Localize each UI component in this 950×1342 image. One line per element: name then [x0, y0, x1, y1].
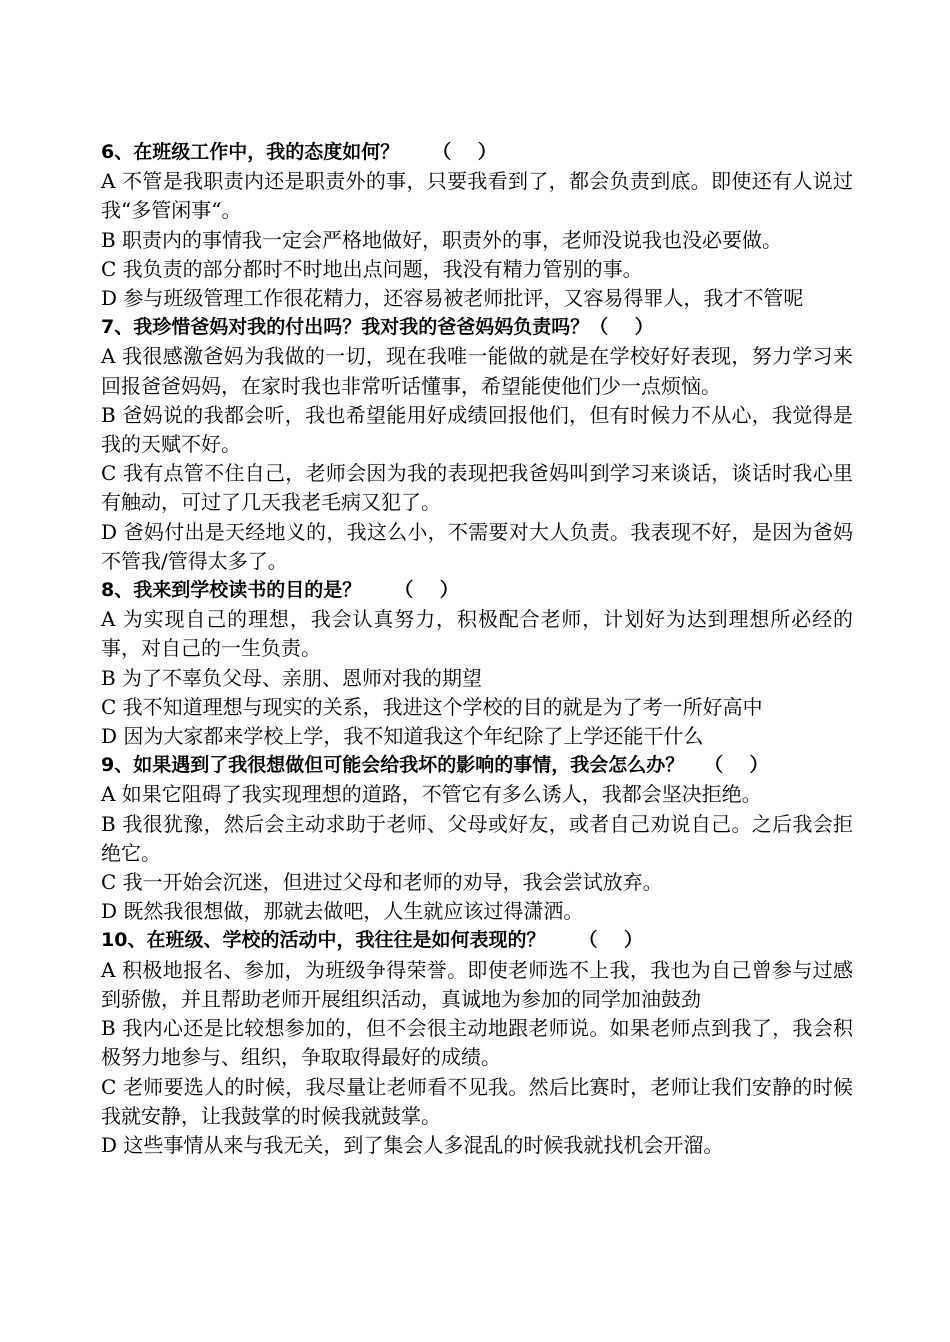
option-d: D 这些事情从来与我无关，到了集会人多混乱的时候我就找机会开溜。: [101, 1132, 724, 1157]
option-b: B 为了不辜负父母、亲朋、恩师对我的期望: [101, 665, 483, 690]
option-a: A 积极地报名、参加，为班级争得荣誉。即使老师选不上我，我也为自己曾参与过感到骄傲，并且帮助老师开展组织活动，真诚地为参加的同学加油鼓劲: [101, 957, 853, 1011]
question-heading: 7、我珍惜爸妈对我的付出吗？我对我的爸爸妈妈负责吗？（ ）: [101, 316, 654, 339]
questionnaire-page: [101, 138, 853, 1160]
option-c: C 我有点管不住自己，老师会因为我的表现把我爸妈叫到学习来谈话，谈话时我心里有触动，可过了几天我老毛病又犯了。: [101, 461, 853, 515]
option-a: A 为实现自己的理想，我会认真努力，积极配合老师，计划好为达到理想所必经的事，对自己的一生负责。: [101, 607, 853, 661]
option-d: D 因为大家都来学校上学，我不知道我这个年纪除了上学还能干什么: [101, 724, 704, 749]
question-block-10: [101, 926, 853, 1160]
question-heading: 8、我来到学校读书的目的是？ （ ）: [101, 579, 459, 602]
question-heading: 10、在班级、学校的活动中，我往往是如何表现的？ （ ）: [101, 929, 643, 952]
option-b: B 我很犹豫，然后会主动求助于老师、父母或好友，或者自己劝说自己。之后我会拒绝它。: [101, 811, 853, 865]
question-block-7: [101, 313, 853, 576]
option-a: A 不管是我职责内还是职责外的事，只要我看到了，都会负责到底。即使还有人说过我“多管闲事“。: [101, 169, 853, 223]
option-c: C 我一开始会沉迷，但进过父母和老师的劝导，我会尝试放弃。: [101, 870, 663, 895]
option-c: C 我不知道理想与现实的关系，我进这个学校的目的就是为了考一所好高中: [101, 694, 763, 719]
option-b: B 我内心还是比较想参加的，但不会很主动地跟老师说。如果老师点到我了，我会积极努力地参与、组织，争取取得最好的成绩。: [101, 1016, 853, 1070]
question-block-8: [101, 576, 853, 751]
question-heading: 6、在班级工作中，我的态度如何？ （ ）: [101, 141, 497, 163]
question-heading: 9、如果遇到了我很想做但可能会给我坏的影响的事情，我会怎么办？ （ ）: [101, 754, 769, 777]
option-d: D 参与班级管理工作很花精力，还容易被老师批评，又容易得罪人，我才不管呢: [101, 286, 804, 311]
option-c: C 我负责的部分都时不时地出点问题，我没有精力管别的事。: [101, 256, 643, 281]
option-d: D 爸妈付出是天经地义的，我这么小，不需要对大人负责。我表现不好，是因为爸妈不管我/管得太多了。: [101, 519, 853, 573]
option-d: D 既然我很想做，那就去做吧，人生就应该过得潇洒。: [101, 899, 584, 924]
option-a: A 如果它阻碍了我实现理想的道路，不管它有多么诱人，我都会坚决拒绝。: [101, 782, 762, 807]
option-a: A 我很感激爸妈为我做的一切，现在我唯一能做的就是在学校好好表现，努力学习来回报爸爸妈妈，在家时我也非常听话懂事，希望能使他们少一点烦恼。: [101, 344, 853, 398]
option-b: B 爸妈说的我都会听，我也希望能用好成绩回报他们，但有时候力不从心，我觉得是我的天赋不好。: [101, 402, 853, 457]
question-block-6: [101, 138, 853, 313]
option-c: C 老师要选人的时候，我尽量让老师看不见我。然后比赛时，老师让我们安静的时候我就安静，让我鼓掌的时候我就鼓掌。: [101, 1074, 853, 1128]
option-b: B 职责内的事情我一定会严格地做好，职责外的事，老师没说我也没必要做。: [101, 227, 783, 252]
question-block-9: [101, 751, 853, 926]
